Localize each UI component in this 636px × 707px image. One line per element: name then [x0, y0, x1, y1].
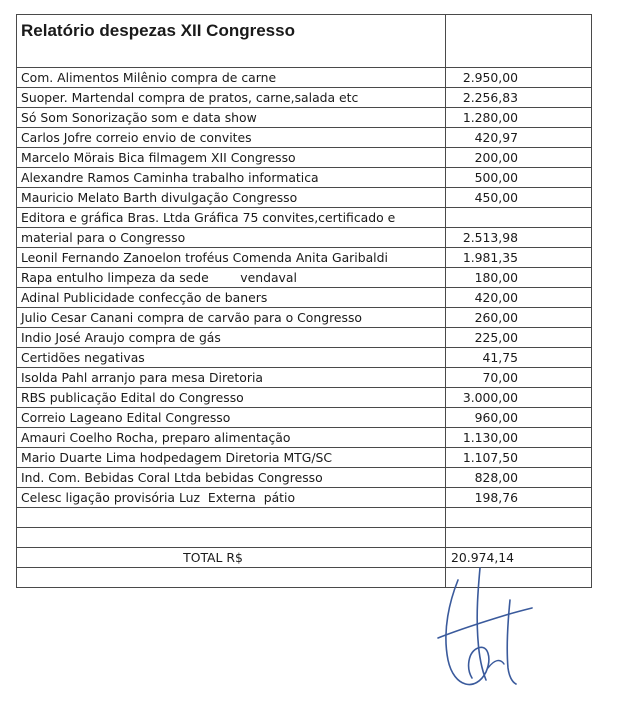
item-description: Com. Alimentos Milênio compra de carne	[17, 68, 446, 88]
table-row	[17, 368, 592, 388]
table-row	[17, 328, 592, 348]
table-row	[17, 188, 592, 208]
table-row	[17, 308, 592, 328]
item-amount: 500,00	[446, 168, 592, 188]
table-row	[17, 68, 592, 88]
report-title: Relatório despezas XII Congresso	[17, 15, 446, 68]
item-amount: 960,00	[446, 408, 592, 428]
title-row	[17, 15, 592, 68]
handwritten-signature	[428, 560, 538, 695]
table-row	[17, 248, 592, 268]
item-description: Adinal Publicidade confecção de baners	[17, 288, 446, 308]
table-row	[17, 228, 592, 248]
empty-cell	[446, 508, 592, 528]
item-description: Marcelo Mörais Bica filmagem XII Congresso	[17, 148, 446, 168]
item-amount: 2.950,00	[446, 68, 592, 88]
table-row	[17, 348, 592, 368]
item-description: Rapa entulho limpeza da sede vendaval	[17, 268, 446, 288]
item-amount: 1.280,00	[446, 108, 592, 128]
item-description: Correio Lageano Edital Congresso	[17, 408, 446, 428]
item-amount: 1.130,00	[446, 428, 592, 448]
table-row	[17, 128, 592, 148]
table-row	[17, 88, 592, 108]
item-description: Editora e gráfica Bras. Ltda Gráfica 75 convites,certificado e	[17, 208, 446, 228]
table-row	[17, 108, 592, 128]
item-description: Mario Duarte Lima hodpedagem Diretoria MTG/SC	[17, 448, 446, 468]
item-description: Certidões negativas	[17, 348, 446, 368]
table-row	[17, 468, 592, 488]
title-row-empty-cell	[446, 15, 592, 68]
item-amount: 3.000,00	[446, 388, 592, 408]
empty-cell	[446, 528, 592, 548]
item-amount: 828,00	[446, 468, 592, 488]
item-description: RBS publicação Edital do Congresso	[17, 388, 446, 408]
table-row	[17, 208, 592, 228]
signature-stroke	[438, 608, 532, 638]
table-row	[17, 168, 592, 188]
table-row	[17, 288, 592, 308]
item-amount: 1.107,50	[446, 448, 592, 468]
item-description: Carlos Jofre correio envio de convites	[17, 128, 446, 148]
item-amount: 180,00	[446, 268, 592, 288]
item-description: material para o Congresso	[17, 228, 446, 248]
item-description: Ind. Com. Bebidas Coral Ltda bebidas Congresso	[17, 468, 446, 488]
item-amount: 420,97	[446, 128, 592, 148]
table-row	[17, 388, 592, 408]
item-amount: 225,00	[446, 328, 592, 348]
item-amount: 2.513,98	[446, 228, 592, 248]
empty-row	[17, 508, 592, 528]
item-amount: 70,00	[446, 368, 592, 388]
table-row	[17, 448, 592, 468]
total-amount: 20.974,14	[446, 548, 592, 568]
item-description: Celesc ligação provisória Luz Externa pátio	[17, 488, 446, 508]
item-description: Indio José Araujo compra de gás	[17, 328, 446, 348]
item-description: Isolda Pahl arranjo para mesa Diretoria	[17, 368, 446, 388]
table-row	[17, 488, 592, 508]
empty-cell	[17, 568, 446, 588]
total-label: TOTAL R$	[17, 548, 446, 568]
item-amount: 200,00	[446, 148, 592, 168]
table-row	[17, 428, 592, 448]
item-description: Alexandre Ramos Caminha trabalho informatica	[17, 168, 446, 188]
item-description: Suoper. Martendal compra de pratos, carne,salada etc	[17, 88, 446, 108]
item-description: Só Som Sonorização som e data show	[17, 108, 446, 128]
item-amount: 41,75	[446, 348, 592, 368]
empty-cell	[17, 528, 446, 548]
item-amount: 198,76	[446, 488, 592, 508]
item-amount: 2.256,83	[446, 88, 592, 108]
table-row	[17, 148, 592, 168]
item-amount: 1.981,35	[446, 248, 592, 268]
signature-stroke	[488, 661, 504, 668]
item-description: Mauricio Melato Barth divulgação Congresso	[17, 188, 446, 208]
item-description: Leonil Fernando Zanoelon troféus Comenda Anita Garibaldi	[17, 248, 446, 268]
table-row	[17, 408, 592, 428]
item-description: Amauri Coelho Rocha, preparo alimentação	[17, 428, 446, 448]
item-amount: 450,00	[446, 188, 592, 208]
item-amount	[446, 208, 592, 228]
empty-row	[17, 528, 592, 548]
item-amount: 260,00	[446, 308, 592, 328]
empty-cell	[17, 508, 446, 528]
item-description: Julio Cesar Canani compra de carvão para o Congresso	[17, 308, 446, 328]
expense-report-table	[16, 14, 592, 588]
item-amount: 420,00	[446, 288, 592, 308]
table-row	[17, 268, 592, 288]
